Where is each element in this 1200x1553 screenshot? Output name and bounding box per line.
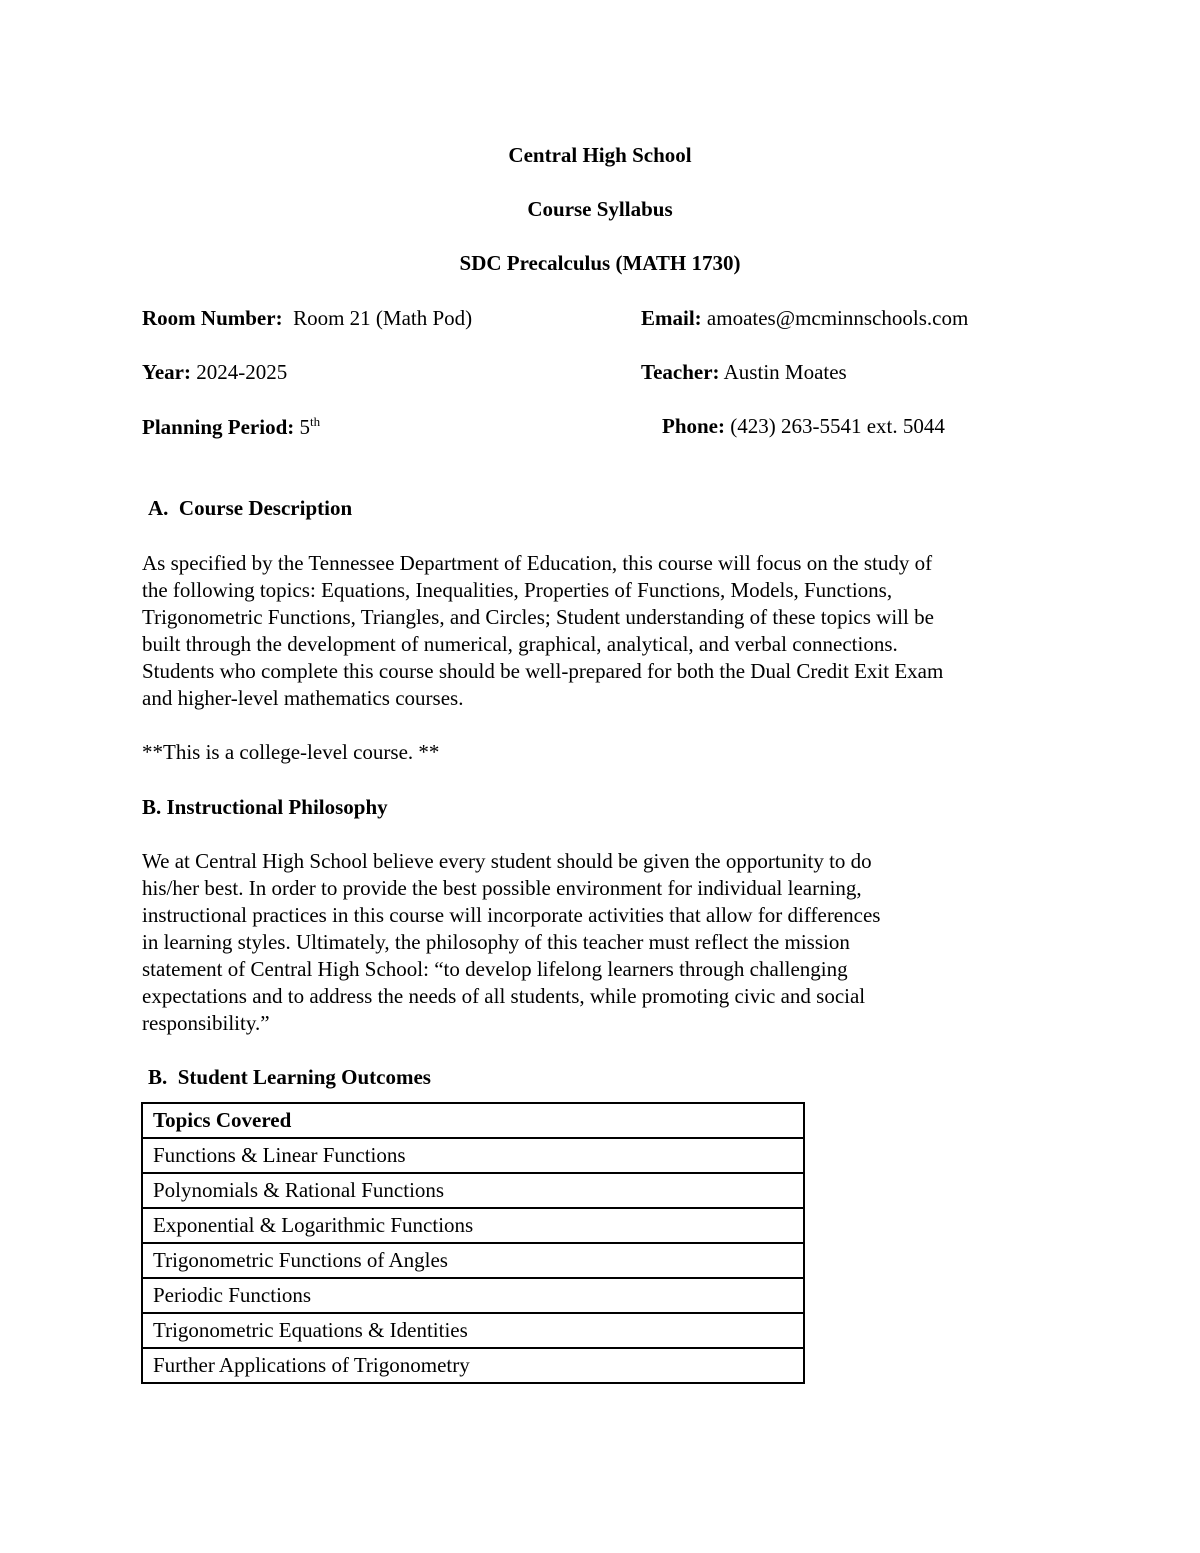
paragraph-line: Students who complete this course should be well-prepared for both the Dual Credit Exit Exam [142, 659, 944, 683]
topics-covered-header: Topics Covered [142, 1103, 804, 1138]
table-row [142, 1348, 804, 1383]
planning-period-row [142, 414, 320, 440]
instructional-philosophy-heading: B. Instructional Philosophy [142, 795, 388, 819]
course-description-heading: A. Course Description [148, 496, 353, 520]
table-row [142, 1208, 804, 1243]
school-name: Central High School [508, 143, 692, 167]
email-row [641, 306, 968, 331]
paragraph-line: expectations and to address the needs of all students, while promoting civic and social [142, 984, 866, 1008]
paragraph-line: and higher-level mathematics courses. [142, 686, 464, 710]
paragraph-line: in learning styles. Ultimately, the philosophy of this teacher must reflect the mission [142, 930, 850, 954]
year-value: 2024-2025 [196, 360, 288, 384]
paragraph-line: the following topics: Equations, Inequalities, Properties of Functions, Models, Functions, [142, 578, 893, 602]
phone-row [662, 414, 945, 439]
room-number-label: Room Number: [142, 306, 283, 330]
year-row [142, 360, 287, 385]
teacher-row [641, 360, 847, 385]
email-label: Email: [641, 306, 702, 330]
topic-cell: Periodic Functions [142, 1278, 804, 1313]
course-title: SDC Precalculus (MATH 1730) [459, 251, 741, 275]
college-level-note: **This is a college-level course. ** [142, 740, 440, 764]
topic-cell: Trigonometric Functions of Angles [142, 1243, 804, 1278]
table-row [142, 1243, 804, 1278]
table-row [142, 1278, 804, 1313]
teacher-label: Teacher: [641, 360, 720, 384]
planning-period-value: 5 [299, 415, 311, 439]
topic-cell: Trigonometric Equations & Identities [142, 1313, 804, 1348]
paragraph-line: We at Central High School believe every student should be given the opportunity to do [142, 849, 872, 873]
room-number-value: Room 21 (Math Pod) [293, 306, 473, 330]
paragraph-line: Trigonometric Functions, Triangles, and Circles; Student understanding of these topics will be [142, 605, 934, 629]
planning-period-label: Planning Period: [142, 415, 295, 439]
document-type: Course Syllabus [527, 197, 673, 221]
topic-cell: Exponential & Logarithmic Functions [142, 1208, 804, 1243]
year-label: Year: [142, 360, 191, 384]
paragraph-line: statement of Central High School: “to develop lifelong learners through challenging [142, 957, 848, 981]
topics-table [141, 1102, 805, 1384]
paragraph-line: his/her best. In order to provide the best possible environment for individual learning, [142, 876, 862, 900]
teacher-value: Austin Moates [723, 360, 847, 384]
phone-value: (423) 263-5541 ext. 5044 [730, 414, 945, 438]
table-row [142, 1173, 804, 1208]
table-row [142, 1313, 804, 1348]
paragraph-line: built through the development of numerical, graphical, analytical, and verbal connections. [142, 632, 898, 656]
paragraph-line: As specified by the Tennessee Department of Education, this course will focus on the study of [142, 551, 933, 575]
room-number-row [142, 306, 472, 331]
planning-period-suffix: th [310, 414, 321, 429]
topic-cell: Functions & Linear Functions [142, 1138, 804, 1173]
paragraph-line: responsibility.” [142, 1011, 270, 1035]
table-header-row [142, 1103, 804, 1138]
instructional-philosophy-paragraph [142, 848, 880, 1037]
email-value[interactable]: amoates@mcminnschools.com [706, 306, 969, 330]
table-row [142, 1138, 804, 1173]
paragraph-line: instructional practices in this course will incorporate activities that allow for differences [142, 903, 881, 927]
topic-cell: Polynomials & Rational Functions [142, 1173, 804, 1208]
topic-cell: Further Applications of Trigonometry [142, 1348, 804, 1383]
phone-label: Phone: [662, 414, 725, 438]
learning-outcomes-heading: B. Student Learning Outcomes [148, 1065, 431, 1089]
course-description-paragraph [142, 550, 943, 712]
